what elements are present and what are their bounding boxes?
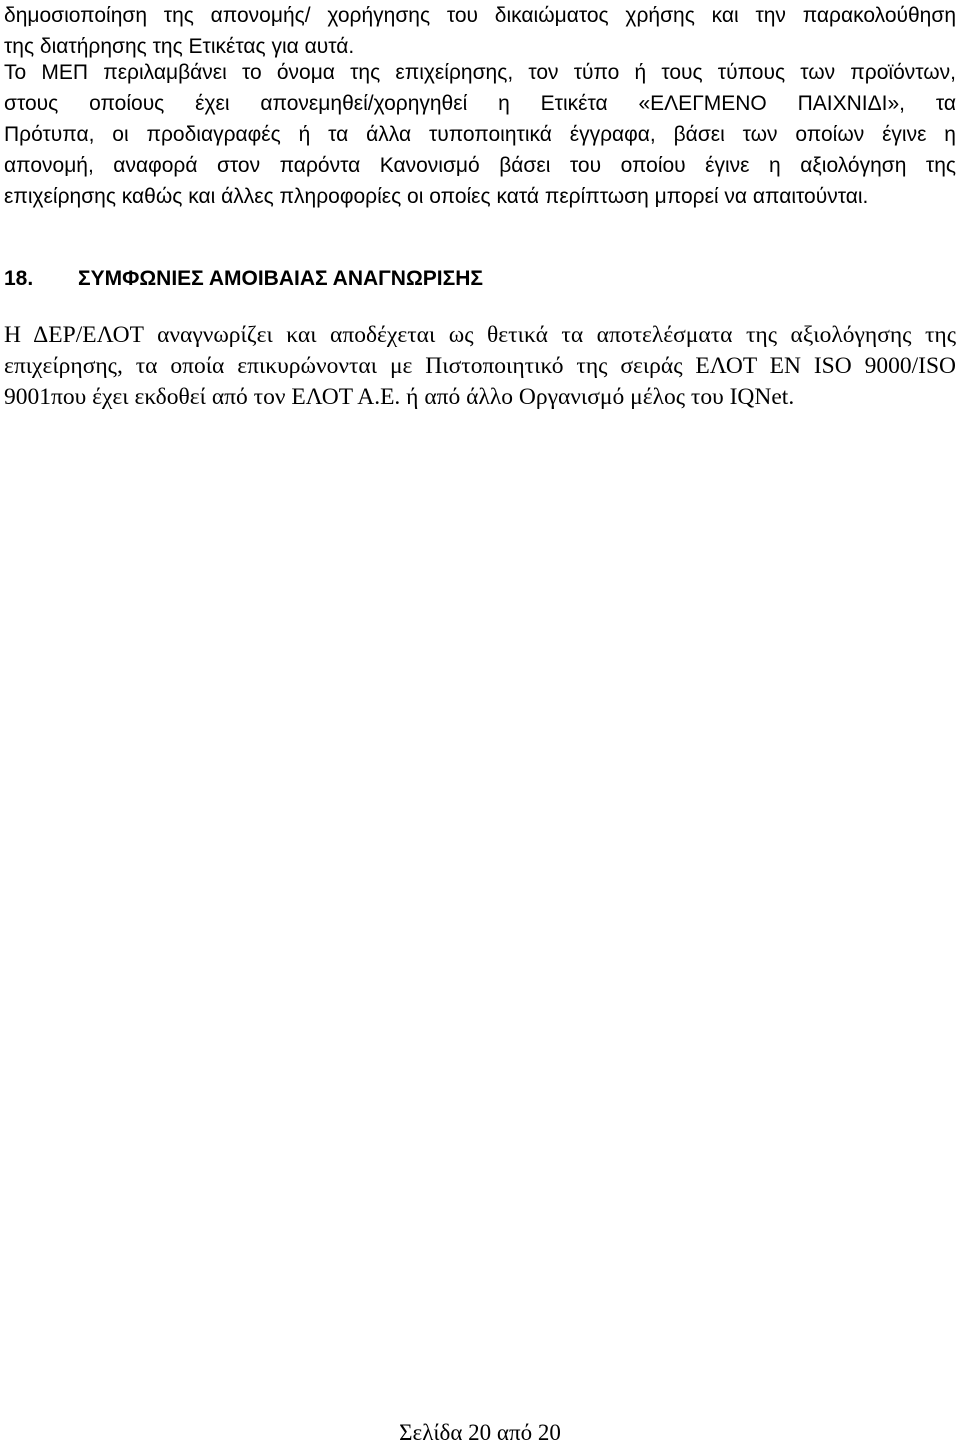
- text-line: Το ΜΕΠ περιλαμβάνει το όνομα της επιχείρησης, τον τύπο ή τους τύπους των προϊόντων,: [4, 61, 956, 84]
- text-line: 9001που έχει εκδοθεί από τον ΕΛΟΤ Α.Ε. ή από άλλο Οργανισμό μέλος του IQNet.: [4, 384, 795, 410]
- section-title: ΣΥΜΦΩΝΙΕΣ ΑΜΟΙΒΑΙΑΣ ΑΝΑΓΝΩΡΙΣΗΣ: [78, 267, 483, 290]
- paragraph-mutual-recognition: [4, 320, 956, 413]
- text-line: στους οποίους έχει απονεμηθεί/χορηγηθεί η Ετικέτα «ΕΛΕΓΜΕΝΟ ΠΑΙΧΝΙΔΙ», τα: [4, 92, 956, 115]
- text-line: δημοσιοποίηση της απονομής/ χορήγησης του δικαιώματος χρήσης και την παρακολούθηση: [4, 4, 956, 27]
- text-line: Η ΔΕΡ/ΕΛΟΤ αναγνωρίζει και αποδέχεται ως θετικά τα αποτελέσματα της αξιολόγησης της: [4, 322, 956, 348]
- text-line: απονομή, αναφορά στον παρόντα Κανονισμό βάσει του οποίου έγινε η αξιολόγηση της: [4, 154, 956, 177]
- text-line: επιχείρησης, τα οποία επικυρώνονται με Πιστοποιητικό της σειράς ΕΛΟΤ ΕΝ ISO 9000/ISO: [4, 353, 956, 379]
- paragraph-disclosure-continuation: [4, 0, 956, 62]
- text-line: της διατήρησης της Ετικέτας για αυτά.: [4, 35, 355, 58]
- text-line: Πρότυπα, οι προδιαγραφές ή τα άλλα τυποποιητικά έγγραφα, βάσει των οποίων έγινε η: [4, 123, 956, 146]
- document-page: [4, 0, 956, 1446]
- page-number-footer: Σελίδα 20 από 20: [399, 1420, 561, 1445]
- paragraph-mep-contents: [4, 57, 956, 212]
- section-heading: [4, 263, 956, 294]
- text-line: επιχείρησης καθώς και άλλες πληροφορίες οι οποίες κατά περίπτωση μπορεί να απαιτούνται.: [4, 185, 869, 208]
- section-number: 18.: [4, 267, 34, 290]
